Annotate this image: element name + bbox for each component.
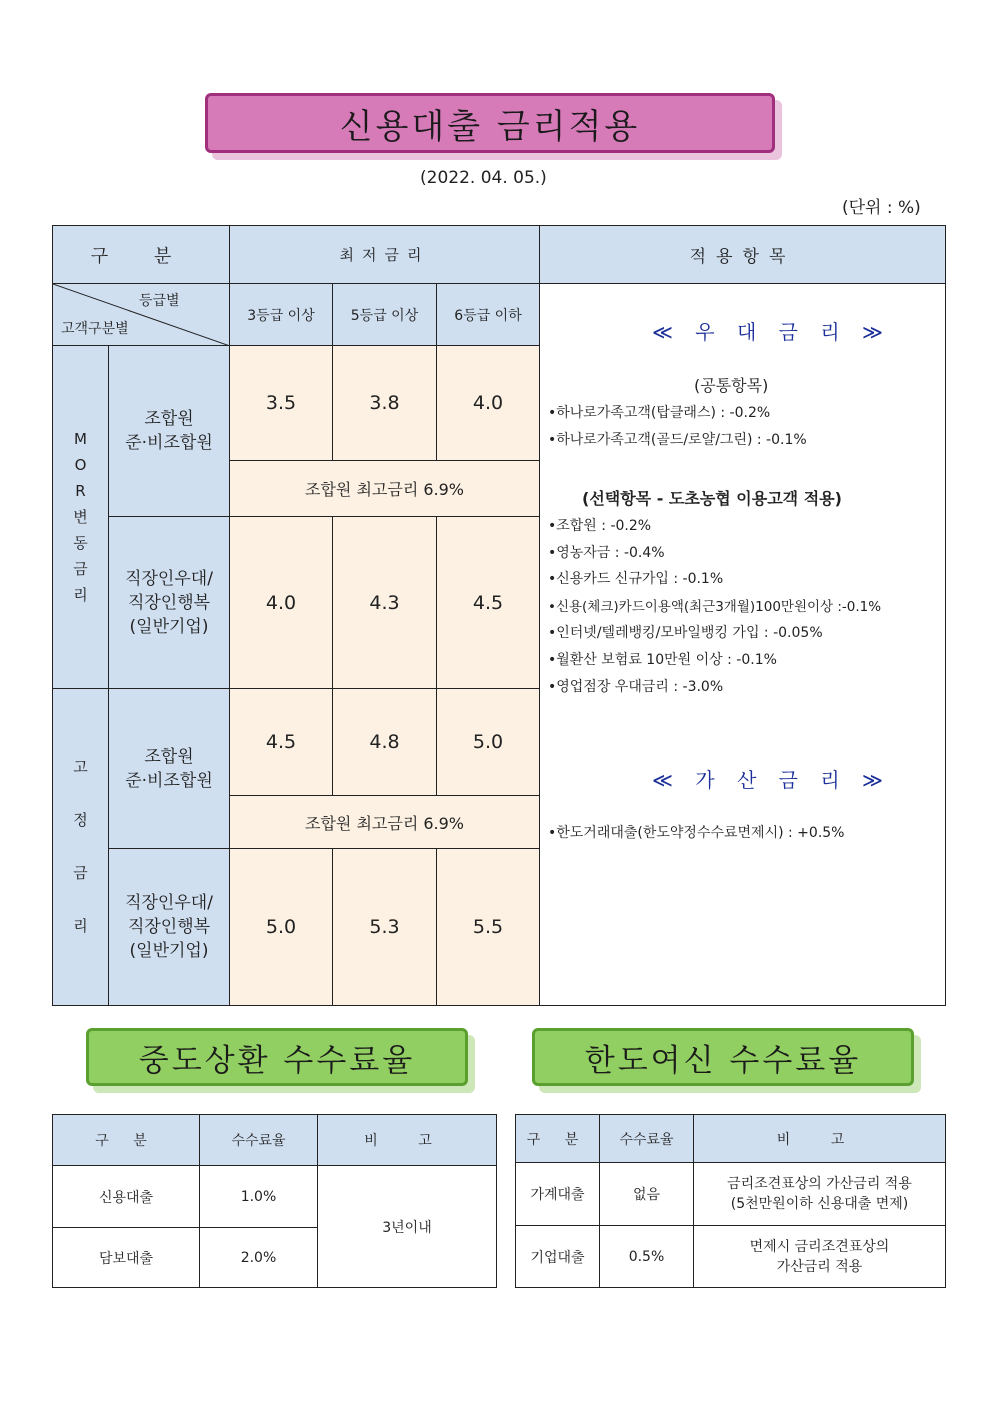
rate-cell: 5.3 (333, 849, 437, 1006)
credit-line-rate: 없음 (600, 1163, 694, 1226)
select-item: •신용카드 신규가입 : -0.1% (548, 571, 724, 587)
mor-worker-label: 직장인우대/ 직장인행복 (일반기업) (109, 517, 230, 689)
credit-line-header: 구 분 (516, 1115, 600, 1163)
credit-line-banner (532, 1028, 914, 1086)
prepayment-title: 중도상환 수수료율 (138, 1042, 416, 1079)
select-item: •영업점장 우대금리 : -3.0% (548, 679, 724, 695)
fixed-group-label: 고 정 금 리 (53, 689, 109, 1006)
unit-text: (단위 : %) (842, 198, 921, 218)
preferential-title: ≪ 우 대 금 리 ≫ (652, 320, 891, 344)
rate-cell: 5.0 (437, 689, 540, 796)
header-category: 구 분 (53, 226, 230, 284)
credit-line-header: 비 고 (694, 1115, 946, 1163)
date-text: (2022. 04. 05.) (420, 168, 547, 188)
rate-cell: 3.8 (333, 346, 437, 461)
grade-header-1: 3등급 이상 (230, 284, 333, 346)
diag-top-label: 등급별 (139, 293, 180, 309)
common-item: •하나로가족고객(탑클래스) : -0.2% (548, 405, 771, 421)
prepayment-header: 수수료율 (200, 1115, 318, 1166)
common-items-title: (공통항목) (694, 376, 769, 395)
select-item: •영농자금 : -0.4% (548, 545, 665, 561)
credit-line-rate: 0.5% (600, 1226, 694, 1288)
credit-line-header: 수수료율 (600, 1115, 694, 1163)
select-item: •월환산 보험료 10만원 이상 : -0.1% (548, 652, 777, 668)
fixed-worker-label: 직장인우대/ 직장인행복 (일반기업) (109, 849, 230, 1006)
select-items-title: (선택항목 - 도초농협 이용고객 적용) (582, 489, 842, 508)
prepayment-type: 신용대출 (53, 1166, 200, 1228)
prepayment-header: 비 고 (318, 1115, 497, 1166)
prepayment-banner (86, 1028, 468, 1086)
rate-cell: 4.8 (333, 689, 437, 796)
prepayment-rate: 2.0% (200, 1228, 318, 1288)
max-rate-note: 조합원 최고금리 6.9% (230, 796, 540, 849)
prepayment-header: 구 분 (53, 1115, 200, 1166)
grade-header-2: 5등급 이상 (333, 284, 437, 346)
select-item: •신용(체크)카드이용액(최근3개월)100만원이상 :-0.1% (548, 599, 882, 615)
credit-line-table (515, 1114, 946, 1288)
grade-header-3: 6등급 이하 (437, 284, 540, 346)
credit-line-note: 금리조견표상의 가산금리 적용 (5천만원이하 신용대출 면제) (694, 1163, 946, 1226)
credit-line-type: 기업대출 (516, 1226, 600, 1288)
header-min-rate: 최저금리 (230, 226, 540, 284)
additional-item: •한도거래대출(한도약정수수료면제시) : +0.5% (548, 825, 845, 841)
prepayment-table (52, 1114, 497, 1288)
mor-member-label: 조합원 준·비조합원 (109, 346, 230, 517)
credit-line-title: 한도여신 수수료율 (584, 1042, 862, 1079)
rate-cell: 5.0 (230, 849, 333, 1006)
rate-cell: 4.0 (230, 517, 333, 689)
select-item: •인터넷/텔레뱅킹/모바일뱅킹 가입 : -0.05% (548, 625, 823, 641)
prepayment-rate: 1.0% (200, 1166, 318, 1228)
page-title: 신용대출 금리적용 (339, 106, 641, 147)
diagonal-header-cell (53, 284, 230, 346)
prepayment-type: 담보대출 (53, 1228, 200, 1288)
credit-line-type: 가계대출 (516, 1163, 600, 1226)
rate-cell: 3.5 (230, 346, 333, 461)
credit-line-note: 면제시 금리조견표상의 가산금리 적용 (694, 1226, 946, 1288)
title-banner (205, 93, 775, 153)
rate-cell: 4.0 (437, 346, 540, 461)
prepayment-note: 3년이내 (318, 1166, 497, 1288)
mor-group-label: M O R 변 동 금 리 (53, 346, 109, 689)
header-applicable-items: 적용항목 (540, 226, 946, 284)
rate-cell: 4.5 (230, 689, 333, 796)
fixed-member-label: 조합원 준·비조합원 (109, 689, 230, 849)
select-item: •조합원 : -0.2% (548, 518, 652, 534)
common-item: •하나로가족고객(골드/로얄/그린) : -0.1% (548, 432, 807, 448)
additional-title: ≪ 가 산 금 리 ≫ (652, 768, 891, 792)
diag-bottom-label: 고객구분별 (61, 321, 129, 337)
rate-cell: 5.5 (437, 849, 540, 1006)
rate-cell: 4.3 (333, 517, 437, 689)
max-rate-note: 조합원 최고금리 6.9% (230, 461, 540, 517)
rate-cell: 4.5 (437, 517, 540, 689)
